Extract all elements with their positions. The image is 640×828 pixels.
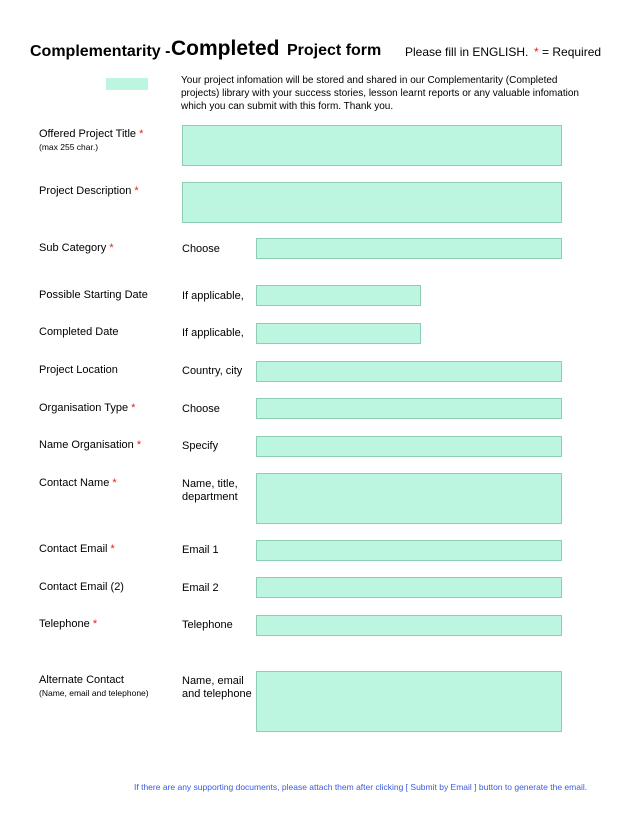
project-location-input[interactable]	[256, 361, 562, 382]
contact-email2-label	[39, 581, 124, 593]
required-star: *	[136, 439, 142, 451]
telephone-input[interactable]	[256, 615, 562, 636]
telephone-label-text: Telephone	[39, 618, 90, 630]
contact-name-label-text: Contact Name	[39, 477, 110, 489]
completed-date-input[interactable]	[256, 323, 421, 344]
completed-date-label	[39, 326, 119, 338]
telephone-hint: Telephone	[182, 619, 233, 631]
project-title-label	[39, 128, 143, 152]
field-color-swatch	[106, 78, 148, 90]
contact-email2-input[interactable]	[256, 577, 562, 598]
project-location-hint: Country, city	[182, 365, 243, 377]
required-legend	[534, 45, 601, 59]
name-organisation-input[interactable]	[256, 436, 562, 457]
title-suffix: Project form	[287, 42, 382, 59]
contact-name-hint-line1: Name, title,	[182, 478, 238, 490]
alternate-contact-hint-line1: Name, email	[182, 675, 244, 687]
starting-date-label	[39, 289, 148, 301]
required-star: *	[534, 45, 539, 59]
contact-email-label	[39, 543, 115, 555]
organisation-type-label-text: Organisation Type	[39, 402, 129, 414]
required-star: *	[109, 242, 114, 254]
required-star: *	[134, 185, 139, 197]
contact-name-input[interactable]	[256, 473, 562, 524]
name-organisation-label	[39, 439, 141, 451]
project-description-input[interactable]	[182, 182, 562, 223]
contact-name-hint	[182, 478, 238, 504]
completed-date-label-text: Completed Date	[39, 326, 119, 338]
required-star: *	[110, 543, 115, 555]
project-location-label	[39, 364, 118, 376]
organisation-type-hint: Choose	[182, 403, 220, 415]
title-prefix: Complementarity -	[30, 43, 171, 60]
required-star: *	[112, 477, 117, 489]
alternate-contact-hint	[182, 675, 252, 701]
sub-category-label	[39, 242, 114, 254]
contact-name-label	[39, 477, 117, 489]
alternate-contact-label-text: Alternate Contact	[39, 674, 124, 686]
alternate-contact-input[interactable]	[256, 671, 562, 732]
sub-category-label-text: Sub Category	[39, 242, 107, 254]
contact-name-hint-line2: department	[182, 491, 238, 503]
contact-email2-hint: Email 2	[182, 582, 219, 594]
project-description-label	[39, 185, 139, 197]
alternate-contact-hint-line2: and telephone	[182, 688, 252, 700]
project-title-label-text: Offered Project Title	[39, 128, 137, 140]
required-star: *	[92, 618, 98, 630]
completed-date-hint: If applicable,	[182, 327, 244, 339]
telephone-label	[39, 618, 97, 630]
organisation-type-label	[39, 402, 135, 414]
alternate-contact-sublabel: (Name, email and telephone)	[39, 688, 149, 698]
project-title-sublabel: (max 255 char.)	[39, 142, 99, 152]
project-title-input[interactable]	[182, 125, 562, 166]
name-organisation-hint: Specify	[182, 440, 219, 452]
required-star: *	[139, 128, 144, 140]
contact-email-label-text: Contact Email	[39, 543, 108, 555]
required-legend-text: = Required	[542, 45, 602, 59]
title-main: Completed	[171, 37, 280, 60]
project-location-label-text: Project Location	[39, 364, 118, 376]
alternate-contact-label	[39, 674, 149, 698]
project-description-label-text: Project Description	[39, 185, 132, 197]
starting-date-input[interactable]	[256, 285, 421, 306]
contact-email2-label-text: Contact Email (2)	[39, 581, 124, 593]
sub-category-hint: Choose	[182, 243, 220, 255]
language-note: Please fill in ENGLISH.	[405, 45, 529, 59]
required-star: *	[131, 402, 136, 414]
footer-note: If there are any supporting documents, please attach them after clicking [ Submit by Email ] button to generate the email.	[134, 782, 588, 792]
name-organisation-label-text: Name Organisation	[39, 439, 134, 451]
sub-category-select[interactable]	[256, 238, 562, 259]
starting-date-label-text: Possible Starting Date	[39, 289, 148, 301]
starting-date-hint: If applicable,	[182, 290, 244, 302]
contact-email-hint: Email 1	[182, 544, 219, 556]
organisation-type-select[interactable]	[256, 398, 562, 419]
intro-text: Your project infomation will be stored and shared in our Complementarity (Completed projects) library with your success stories, lesson learnt reports or any valuable infomation which you can submit with this form. Thank you.	[181, 75, 579, 112]
contact-email-input[interactable]	[256, 540, 562, 561]
